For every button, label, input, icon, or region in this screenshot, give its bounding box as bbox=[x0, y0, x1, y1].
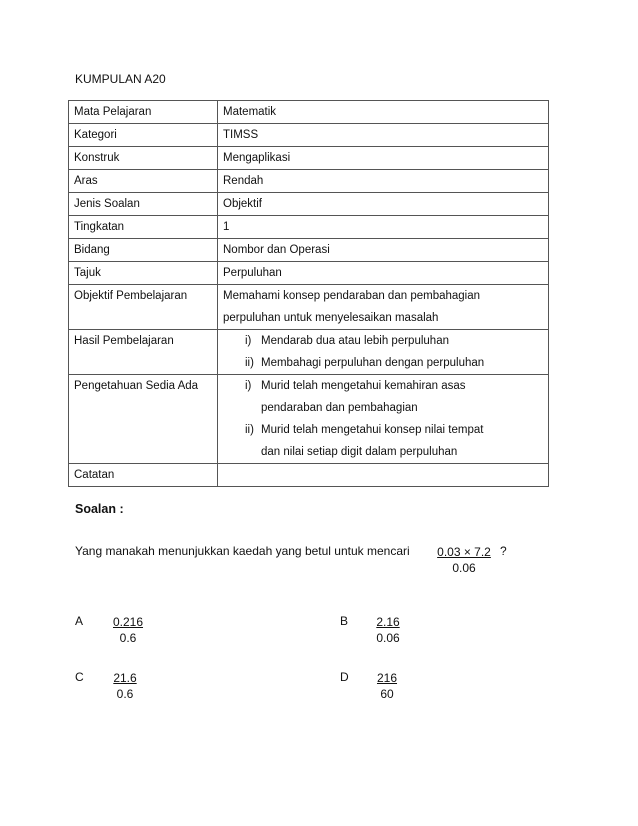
question-section-title: Soalan : bbox=[75, 502, 124, 516]
row-label: Bidang bbox=[69, 239, 218, 262]
item-text: dan nilai setiap digit dalam perpuluhan bbox=[261, 446, 458, 458]
item-text: pendaraban dan pembahagian bbox=[261, 402, 418, 414]
fraction-numerator: 21.6 bbox=[113, 671, 137, 685]
table-row bbox=[69, 464, 549, 487]
question-fraction bbox=[430, 544, 498, 576]
table-row bbox=[69, 193, 549, 216]
row-label: Tingkatan bbox=[69, 216, 218, 239]
list-item bbox=[223, 419, 543, 463]
option-d-fraction[interactable] bbox=[374, 670, 400, 702]
row-value bbox=[218, 285, 549, 330]
table-row bbox=[69, 330, 549, 375]
row-value: Mengaplikasi bbox=[218, 147, 549, 170]
list-item bbox=[223, 330, 543, 352]
table-row bbox=[69, 262, 549, 285]
table-row bbox=[69, 239, 549, 262]
row-label: Tajuk bbox=[69, 262, 218, 285]
fraction-numerator: 216 bbox=[376, 671, 398, 685]
table-row bbox=[69, 101, 549, 124]
option-letter-c[interactable]: C bbox=[75, 670, 84, 684]
item-text: Membahagi perpuluhan dengan perpuluhan bbox=[261, 357, 485, 369]
list-item bbox=[223, 375, 543, 419]
row-label: Pengetahuan Sedia Ada bbox=[69, 375, 218, 464]
row-value: Matematik bbox=[218, 101, 549, 124]
fraction-denominator: 0.06 bbox=[376, 631, 400, 645]
row-label: Kategori bbox=[69, 124, 218, 147]
table-row bbox=[69, 124, 549, 147]
fraction-denominator: 0.6 bbox=[116, 687, 134, 701]
row-value: 1 bbox=[218, 216, 549, 239]
table-row bbox=[69, 170, 549, 193]
objective-line: Memahami konsep pendaraban dan pembahagian bbox=[223, 290, 481, 302]
fraction-denominator: 60 bbox=[380, 687, 394, 701]
option-b-fraction[interactable] bbox=[372, 614, 404, 646]
row-value: Nombor dan Operasi bbox=[218, 239, 549, 262]
item-number: i) bbox=[245, 380, 252, 392]
table-row bbox=[69, 285, 549, 330]
row-value bbox=[218, 330, 549, 375]
table-row bbox=[69, 147, 549, 170]
row-value: Objektif bbox=[218, 193, 549, 216]
row-value: TIMSS bbox=[218, 124, 549, 147]
row-value bbox=[218, 375, 549, 464]
row-label: Catatan bbox=[69, 464, 218, 487]
item-text: Mendarab dua atau lebih perpuluhan bbox=[261, 335, 449, 347]
option-c-fraction[interactable] bbox=[110, 670, 140, 702]
row-value: Rendah bbox=[218, 170, 549, 193]
option-letter-b[interactable]: B bbox=[340, 614, 349, 628]
item-text: Murid telah mengetahui kemahiran asas bbox=[261, 380, 466, 392]
item-number: ii) bbox=[245, 357, 254, 369]
fraction-denominator: 0.6 bbox=[119, 631, 137, 645]
item-number: i) bbox=[245, 335, 252, 347]
page-heading: KUMPULAN A20 bbox=[75, 72, 166, 86]
fraction-numerator: 2.16 bbox=[376, 615, 400, 629]
objective-line: perpuluhan untuk menyelesaikan masalah bbox=[223, 312, 439, 324]
item-number: ii) bbox=[245, 424, 254, 436]
question-mark: ? bbox=[500, 544, 507, 558]
list-item bbox=[223, 352, 543, 374]
fraction-denominator: 0.06 bbox=[452, 561, 476, 575]
row-label: Konstruk bbox=[69, 147, 218, 170]
option-a-fraction[interactable] bbox=[110, 614, 146, 646]
item-text: Murid telah mengetahui konsep nilai tempat bbox=[261, 424, 484, 436]
fraction-numerator: 0.216 bbox=[112, 615, 144, 629]
question-text: Yang manakah menunjukkan kaedah yang betul untuk mencari bbox=[75, 544, 410, 558]
row-value bbox=[218, 464, 549, 487]
row-label: Jenis Soalan bbox=[69, 193, 218, 216]
option-letter-d[interactable]: D bbox=[340, 670, 349, 684]
row-label: Objektif Pembelajaran bbox=[69, 285, 218, 330]
info-table bbox=[68, 100, 549, 487]
row-value: Perpuluhan bbox=[218, 262, 549, 285]
row-label: Mata Pelajaran bbox=[69, 101, 218, 124]
fraction-numerator: 0.03 × 7.2 bbox=[437, 545, 491, 559]
table-row bbox=[69, 216, 549, 239]
table-row bbox=[69, 375, 549, 464]
row-label: Hasil Pembelajaran bbox=[69, 330, 218, 375]
row-label: Aras bbox=[69, 170, 218, 193]
option-letter-a[interactable]: A bbox=[75, 614, 84, 628]
